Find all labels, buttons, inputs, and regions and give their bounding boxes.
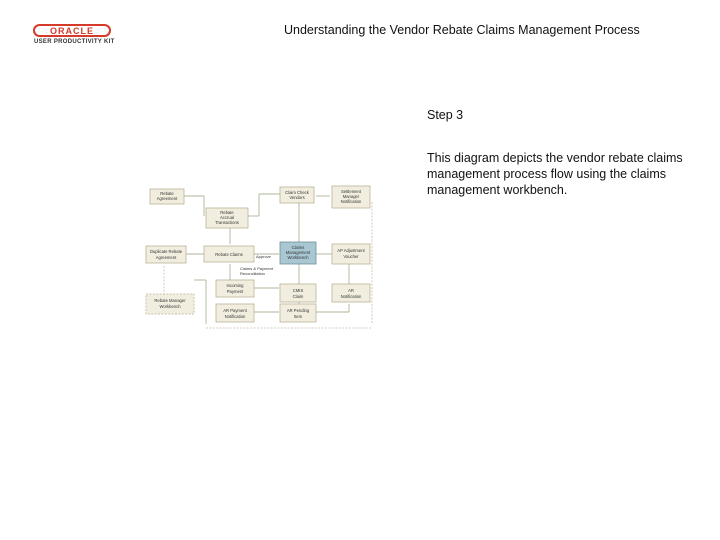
box-ar-pending-line1: AR Pending bbox=[286, 308, 310, 313]
box-duplicate-line1: Duplicate Rebate bbox=[149, 249, 183, 254]
label-reconciliation-line2: Reconciliation bbox=[240, 271, 265, 276]
box-claims-management-workbench bbox=[280, 242, 316, 264]
box-rebate-agreement bbox=[150, 189, 184, 204]
box-settlement-line1: Settlement bbox=[340, 189, 362, 194]
box-claims-mgmt-line3: Workbench bbox=[287, 255, 309, 260]
box-ap-adjustment-voucher bbox=[332, 244, 370, 264]
box-cmis-claim bbox=[280, 284, 316, 302]
box-settlement-manager-notification bbox=[332, 186, 370, 208]
box-claims-mgmt-line2: Management bbox=[285, 250, 311, 255]
box-claim-check-vendors bbox=[280, 187, 314, 203]
box-settlement-line3: Notification bbox=[340, 199, 362, 204]
step-description: This diagram depicts the vendor rebate claims management process flow using the claims management workbench. bbox=[427, 151, 683, 197]
box-ar-pending-item bbox=[280, 304, 316, 322]
box-rebate-accrual-line1: Rebate bbox=[220, 210, 234, 215]
box-ar-notification bbox=[332, 284, 370, 302]
box-claim-check-line1: Claim Check bbox=[285, 190, 309, 195]
box-ap-adjustment-line1: AP Adjustment bbox=[337, 248, 365, 253]
box-ar-payment-notification bbox=[216, 304, 254, 322]
box-rebate-claims-label: Rebate Claims bbox=[215, 252, 243, 257]
box-claim-check-line2: Vendors bbox=[289, 195, 305, 200]
box-settlement-line2: Manager bbox=[342, 194, 360, 199]
box-rebate-accrual-line3: Transactions bbox=[215, 220, 239, 225]
oracle-logo-wordmark: ORACLE bbox=[33, 24, 111, 37]
process-flow-svg bbox=[144, 184, 376, 330]
logo-subtitle: USER PRODUCTIVITY KIT bbox=[34, 39, 115, 45]
box-ar-pending-line2: Item bbox=[293, 314, 303, 319]
box-rebate-claims bbox=[204, 246, 254, 262]
box-incoming-payment bbox=[216, 280, 254, 297]
box-duplicate-rebate-agreement bbox=[146, 246, 186, 263]
box-ar-payment-line2: Notification bbox=[224, 314, 246, 319]
step-label: Step 3 bbox=[427, 108, 464, 122]
oracle-upk-logo bbox=[33, 24, 125, 50]
box-rebate-agreement-line2: Agreement bbox=[156, 196, 178, 201]
box-cmis-line1: CMIS bbox=[292, 288, 304, 293]
box-ar-payment-line1: AR Payment bbox=[223, 308, 247, 313]
box-rebate-mgr-line2: Workbench bbox=[159, 304, 181, 309]
box-duplicate-line2: Agreement bbox=[155, 255, 177, 260]
label-reconciliation-line1: Claims & Payment bbox=[240, 266, 273, 271]
page-title: Understanding the Vendor Rebate Claims Management Process bbox=[284, 23, 640, 37]
box-ap-adjustment-line2: Voucher bbox=[343, 254, 359, 259]
box-rebate-manager-workbench bbox=[146, 294, 194, 314]
box-incoming-payment-line2: Payment bbox=[226, 289, 244, 294]
box-cmis-line2: Claim bbox=[292, 294, 304, 299]
box-rebate-accrual-transactions bbox=[206, 208, 248, 228]
box-incoming-payment-line1: Incoming bbox=[226, 283, 244, 288]
label-approve: Approve bbox=[256, 254, 271, 259]
box-ar-notification-line1: AR bbox=[348, 288, 354, 293]
box-ar-notification-line2: Notification bbox=[340, 294, 362, 299]
box-rebate-mgr-line1: Rebate Manager bbox=[154, 298, 186, 303]
box-claims-mgmt-line1: Claims bbox=[291, 245, 305, 250]
box-rebate-agreement-line1: Rebate bbox=[160, 191, 174, 196]
process-flow-diagram bbox=[144, 184, 376, 330]
box-rebate-accrual-line2: Accrual bbox=[220, 215, 234, 220]
